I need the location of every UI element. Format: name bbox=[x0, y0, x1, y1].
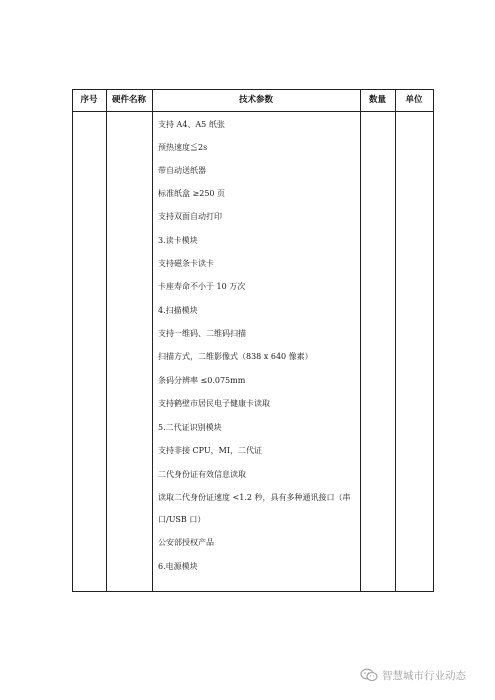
spec-line: 支持鹤壁市居民电子健康卡读取 bbox=[158, 399, 270, 408]
spec-line: 支持非接 CPU，MI，二代证 bbox=[158, 446, 262, 455]
spec-line: 标准纸盒 ≥250 页 bbox=[158, 189, 226, 198]
header-hardware-name: 硬件名称 bbox=[111, 95, 146, 105]
header-index: 序号 bbox=[80, 95, 98, 105]
spec-line: 支持磁条卡读卡 bbox=[158, 259, 214, 268]
spec-line: 支持一维码、二维码扫描 bbox=[158, 329, 246, 338]
col-divider-params bbox=[360, 89, 361, 592]
col-divider-name bbox=[152, 89, 153, 592]
header-quantity: 数量 bbox=[368, 95, 386, 105]
spec-line: 口/USB 口） bbox=[158, 515, 206, 524]
table-right-border bbox=[433, 89, 434, 592]
spec-line: 4.扫描模块 bbox=[158, 306, 198, 315]
wechat-watermark bbox=[360, 667, 466, 683]
header-bottom-border bbox=[72, 111, 434, 112]
spec-line: 支持双面自动打印 bbox=[158, 212, 222, 221]
spec-line: 条码分辨率 ≤0.075mm bbox=[158, 376, 246, 385]
spec-line: 扫描方式，二维影像式（838 x 640 像素） bbox=[158, 352, 313, 361]
header-tech-params: 技术参数 bbox=[238, 95, 273, 105]
spec-line: 带自动送纸器 bbox=[158, 166, 206, 175]
table-bottom-border bbox=[72, 591, 434, 592]
spec-line: 3.读卡模块 bbox=[158, 236, 198, 245]
spec-line: 支持 A4、A5 纸张 bbox=[158, 120, 225, 129]
watermark-text: 智慧城市行业动态 bbox=[382, 669, 466, 682]
header-unit: 单位 bbox=[405, 95, 423, 105]
wechat-icon bbox=[360, 668, 378, 682]
spec-line: 二代身份证有效信息读取 bbox=[158, 470, 246, 479]
spec-line: 卡座寿命不小于 10 万次 bbox=[158, 282, 246, 291]
col-divider-quantity bbox=[395, 89, 396, 592]
spec-line: 6.电源模块 bbox=[158, 562, 198, 571]
table-left-border bbox=[72, 89, 73, 592]
spec-line: 5.二代证识别模块 bbox=[158, 423, 222, 432]
spec-line: 预热速度≦2s bbox=[158, 143, 208, 152]
spec-line: 公安部授权产品 bbox=[158, 538, 214, 547]
col-divider-index bbox=[106, 89, 107, 592]
spec-table bbox=[72, 89, 434, 592]
spec-line: 读取二代身份证速度 <1.2 秒，具有多种通讯接口（串 bbox=[158, 493, 351, 502]
